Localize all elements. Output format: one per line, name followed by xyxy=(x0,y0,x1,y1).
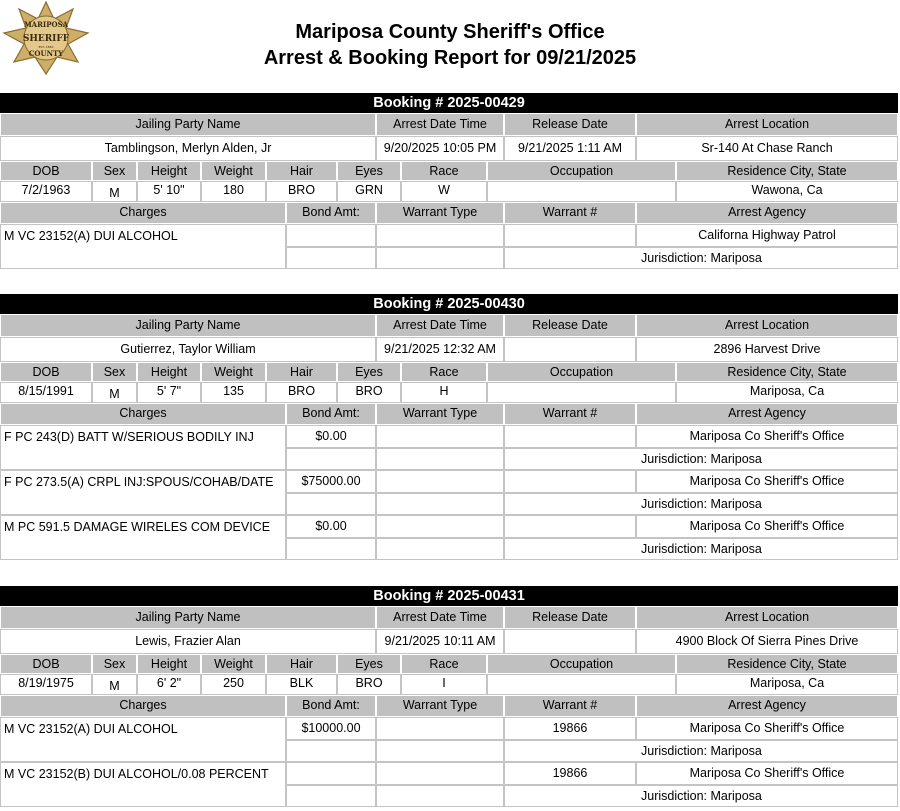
bond-amount xyxy=(286,762,376,785)
label-height: Height xyxy=(137,362,201,382)
warrant-number xyxy=(504,224,636,247)
label-residence: Residence City, State xyxy=(676,362,898,382)
height: 6' 2" xyxy=(137,674,201,695)
label-warrant-number: Warrant # xyxy=(504,403,636,425)
label-weight: Weight xyxy=(201,654,266,674)
label-dob: DOB xyxy=(0,362,92,382)
sex: M xyxy=(92,382,137,403)
arrest-agency: Mariposa Co Sheriff's Office xyxy=(636,425,898,448)
label-arrest-date-time: Arrest Date Time xyxy=(376,314,504,337)
charge-description: M VC 23152(B) DUI ALCOHOL/0.08 PERCENT xyxy=(0,762,286,807)
arrest-location: 2896 Harvest Drive xyxy=(636,337,898,362)
label-jailing-party-name: Jailing Party Name xyxy=(0,314,376,337)
warrant-number xyxy=(504,515,636,538)
bond-amount: $75000.00 xyxy=(286,470,376,493)
warrant-type xyxy=(376,762,504,785)
label-jailing-party-name: Jailing Party Name xyxy=(0,113,376,136)
badge-bottom-text: COUNTY xyxy=(28,49,64,58)
eyes: GRN xyxy=(337,181,401,202)
residence: Mariposa, Ca xyxy=(676,382,898,403)
eyes: BRO xyxy=(337,674,401,695)
dob: 8/19/1975 xyxy=(0,674,92,695)
jurisdiction: Jurisdiction: Mariposa xyxy=(504,493,898,515)
charge-description: M VC 23152(A) DUI ALCOHOL xyxy=(0,224,286,269)
empty-cell xyxy=(286,493,376,515)
label-sex: Sex xyxy=(92,362,137,382)
label-weight: Weight xyxy=(201,362,266,382)
label-residence: Residence City, State xyxy=(676,654,898,674)
label-bond-amt: Bond Amt: xyxy=(286,403,376,425)
sex: M xyxy=(92,181,137,202)
label-eyes: Eyes xyxy=(337,654,401,674)
height: 5' 7" xyxy=(137,382,201,403)
label-bond-amt: Bond Amt: xyxy=(286,695,376,717)
jurisdiction: Jurisdiction: Mariposa xyxy=(504,247,898,269)
empty-cell xyxy=(286,448,376,470)
label-release-date: Release Date xyxy=(504,606,636,629)
empty-cell xyxy=(376,785,504,807)
label-arrest-agency: Arrest Agency xyxy=(636,403,898,425)
label-charges: Charges xyxy=(0,202,286,224)
warrant-type xyxy=(376,717,504,740)
empty-cell xyxy=(376,448,504,470)
warrant-type xyxy=(376,224,504,247)
warrant-type xyxy=(376,470,504,493)
label-height: Height xyxy=(137,161,201,181)
residence: Wawona, Ca xyxy=(676,181,898,202)
empty-cell xyxy=(376,247,504,269)
label-weight: Weight xyxy=(201,161,266,181)
label-release-date: Release Date xyxy=(504,314,636,337)
race: H xyxy=(401,382,487,403)
weight: 180 xyxy=(201,181,266,202)
arrest-date-time: 9/20/2025 10:05 PM xyxy=(376,136,504,161)
label-release-date: Release Date xyxy=(504,113,636,136)
label-bond-amt: Bond Amt: xyxy=(286,202,376,224)
label-arrest-agency: Arrest Agency xyxy=(636,202,898,224)
jailing-party-name: Gutierrez, Taylor William xyxy=(0,337,376,362)
label-sex: Sex xyxy=(92,161,137,181)
report-title: Arrest & Booking Report for 09/21/2025 xyxy=(263,47,637,69)
jurisdiction: Jurisdiction: Mariposa xyxy=(504,785,898,807)
dob: 7/2/1963 xyxy=(0,181,92,202)
occupation xyxy=(487,181,676,202)
label-charges: Charges xyxy=(0,695,286,717)
jurisdiction: Jurisdiction: Mariposa xyxy=(504,538,898,560)
arrest-date-time: 9/21/2025 12:32 AM xyxy=(376,337,504,362)
label-dob: DOB xyxy=(0,654,92,674)
label-jailing-party-name: Jailing Party Name xyxy=(0,606,376,629)
warrant-number: 19866 xyxy=(504,717,636,740)
charge-description: M PC 591.5 DAMAGE WIRELES COM DEVICE xyxy=(0,515,286,560)
label-arrest-location: Arrest Location xyxy=(636,113,898,136)
label-arrest-agency: Arrest Agency xyxy=(636,695,898,717)
bond-amount xyxy=(286,224,376,247)
charge-description: F PC 243(D) BATT W/SERIOUS BODILY INJ xyxy=(0,425,286,470)
label-hair: Hair xyxy=(266,654,337,674)
warrant-type xyxy=(376,515,504,538)
arrest-agency: Mariposa Co Sheriff's Office xyxy=(636,515,898,538)
label-arrest-location: Arrest Location xyxy=(636,314,898,337)
booking-number: Booking # 2025-00431 xyxy=(0,586,898,606)
label-race: Race xyxy=(401,654,487,674)
arrest-location: 4900 Block Of Sierra Pines Drive xyxy=(636,629,898,654)
occupation xyxy=(487,382,676,403)
arrest-agency: Mariposa Co Sheriff's Office xyxy=(636,762,898,785)
label-occupation: Occupation xyxy=(487,161,676,181)
occupation xyxy=(487,674,676,695)
arrest-location: Sr-140 At Chase Ranch xyxy=(636,136,898,161)
bond-amount: $0.00 xyxy=(286,515,376,538)
badge-top-text: MARIPOSA xyxy=(23,20,69,29)
badge-est-text: EST. 1850 xyxy=(38,45,54,49)
label-race: Race xyxy=(401,161,487,181)
release-date xyxy=(504,337,636,362)
height: 5' 10" xyxy=(137,181,201,202)
label-eyes: Eyes xyxy=(337,362,401,382)
warrant-number xyxy=(504,470,636,493)
label-warrant-type: Warrant Type xyxy=(376,202,504,224)
hair: BLK xyxy=(266,674,337,695)
label-arrest-location: Arrest Location xyxy=(636,606,898,629)
empty-cell xyxy=(376,740,504,762)
charge-description: F PC 273.5(A) CRPL INJ:SPOUS/COHAB/DATE xyxy=(0,470,286,515)
arrest-date-time: 9/21/2025 10:11 AM xyxy=(376,629,504,654)
booking-number: Booking # 2025-00429 xyxy=(0,93,898,113)
jailing-party-name: Tamblingson, Merlyn Alden, Jr xyxy=(0,136,376,161)
label-residence: Residence City, State xyxy=(676,161,898,181)
release-date xyxy=(504,629,636,654)
jurisdiction: Jurisdiction: Mariposa xyxy=(504,740,898,762)
report-header xyxy=(0,0,900,90)
bond-amount: $0.00 xyxy=(286,425,376,448)
agency-title: Mariposa County Sheriff's Office xyxy=(295,21,605,43)
empty-cell xyxy=(286,538,376,560)
warrant-number: 19866 xyxy=(504,762,636,785)
arrest-agency: Californa Highway Patrol xyxy=(636,224,898,247)
residence: Mariposa, Ca xyxy=(676,674,898,695)
label-occupation: Occupation xyxy=(487,654,676,674)
empty-cell xyxy=(286,740,376,762)
label-warrant-type: Warrant Type xyxy=(376,403,504,425)
label-race: Race xyxy=(401,362,487,382)
empty-cell xyxy=(286,247,376,269)
jailing-party-name: Lewis, Frazier Alan xyxy=(0,629,376,654)
label-sex: Sex xyxy=(92,654,137,674)
empty-cell xyxy=(376,538,504,560)
jurisdiction: Jurisdiction: Mariposa xyxy=(504,448,898,470)
label-eyes: Eyes xyxy=(337,161,401,181)
hair: BRO xyxy=(266,181,337,202)
label-warrant-number: Warrant # xyxy=(504,202,636,224)
label-occupation: Occupation xyxy=(487,362,676,382)
label-charges: Charges xyxy=(0,403,286,425)
hair: BRO xyxy=(266,382,337,403)
booking-number: Booking # 2025-00430 xyxy=(0,294,898,314)
label-dob: DOB xyxy=(0,161,92,181)
warrant-number xyxy=(504,425,636,448)
dob: 8/15/1991 xyxy=(0,382,92,403)
arrest-agency: Mariposa Co Sheriff's Office xyxy=(636,717,898,740)
release-date: 9/21/2025 1:11 AM xyxy=(504,136,636,161)
label-hair: Hair xyxy=(266,161,337,181)
label-warrant-type: Warrant Type xyxy=(376,695,504,717)
weight: 135 xyxy=(201,382,266,403)
eyes: BRO xyxy=(337,382,401,403)
label-height: Height xyxy=(137,654,201,674)
bond-amount: $10000.00 xyxy=(286,717,376,740)
sex: M xyxy=(92,674,137,695)
arrest-agency: Mariposa Co Sheriff's Office xyxy=(636,470,898,493)
empty-cell xyxy=(286,785,376,807)
label-warrant-number: Warrant # xyxy=(504,695,636,717)
badge-middle-text: SHERIFF xyxy=(22,34,70,44)
charge-description: M VC 23152(A) DUI ALCOHOL xyxy=(0,717,286,762)
weight: 250 xyxy=(201,674,266,695)
empty-cell xyxy=(376,493,504,515)
race: I xyxy=(401,674,487,695)
label-arrest-date-time: Arrest Date Time xyxy=(376,113,504,136)
warrant-type xyxy=(376,425,504,448)
race: W xyxy=(401,181,487,202)
label-hair: Hair xyxy=(266,362,337,382)
label-arrest-date-time: Arrest Date Time xyxy=(376,606,504,629)
